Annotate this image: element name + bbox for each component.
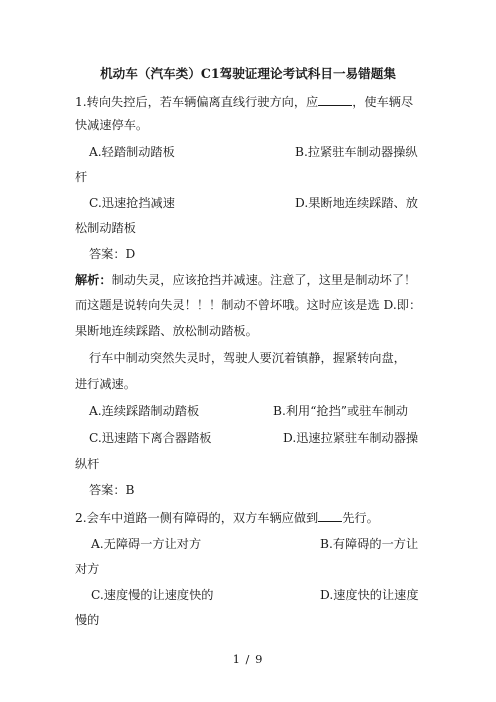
q1-option-a: A.轻踏制动踏板 xyxy=(89,145,175,159)
q1b-option-a: A.连续踩踏制动踏板 xyxy=(89,404,200,418)
q1-option-b-cont: 杆 xyxy=(75,170,88,184)
page-number: 1 / 9 xyxy=(232,652,264,666)
q2-option-c: C.速度慢的让速度快的 xyxy=(91,588,214,602)
q1-option-d-cont: 松制动踏板 xyxy=(75,221,136,235)
analysis-text: 制动失灵，应该抢挡并减速。注意了，这里是制动坏了！ xyxy=(111,273,417,287)
q1b-option-b: B.利用“抢挡”或驻车制动 xyxy=(273,404,408,418)
q2-option-d: D.速度快的让速度 xyxy=(320,588,419,602)
q1b-stem-line1: 行车中制动突然失灵时，驾驶人要沉着镇静，握紧转向盘， xyxy=(89,351,406,365)
question-2-stem xyxy=(75,510,379,526)
q1b-stem-line2: 进行减速。 xyxy=(75,377,136,391)
q1-analysis-line2: 而这题是说转向失灵！！！制动不曾坏哦。这时应该是选 D.即： xyxy=(75,298,422,312)
question-2-stem-before: 2.会车中道路一侧有障碍的，双方车辆应做到 xyxy=(75,511,319,525)
page-title: 机动车（汽车类）C1驾驶证理论考试科目一易错题集 xyxy=(100,66,396,81)
q2-option-b-cont: 对方 xyxy=(75,562,100,576)
question-1-stem-before: 1.转向失控后，若车辆偏离直线行驶方向，应 xyxy=(75,95,319,109)
q2-option-a: A.无障碍一方让对方 xyxy=(91,537,202,551)
question-1-stem-after: ，使车辆尽 xyxy=(352,95,414,109)
q1-analysis-line3: 果断地连续踩踏、放松制动踏板。 xyxy=(75,324,258,338)
q1-option-b: B.拉紧驻车制动器操纵 xyxy=(295,145,418,159)
q1-option-c: C.迅速抢挡减速 xyxy=(89,196,175,210)
q1-analysis-line1 xyxy=(75,273,416,288)
q1b-option-c: C.迅速踏下离合器踏板 xyxy=(89,431,212,445)
q2-option-b: B.有障碍的一方让 xyxy=(320,537,419,551)
q2-option-d-cont: 慢的 xyxy=(75,613,100,627)
answer-blank xyxy=(318,510,342,522)
analysis-label: 解析： xyxy=(75,273,112,287)
answer-blank xyxy=(318,94,352,106)
q1-answer: 答案：D xyxy=(89,247,136,261)
q1b-option-d: D.迅速拉紧驻车制动器操 xyxy=(283,431,419,445)
question-2-stem-after: 先行。 xyxy=(342,511,379,525)
question-1-stem-line2: 快减速停车。 xyxy=(75,118,149,132)
q1b-option-d-cont: 纵杆 xyxy=(75,457,100,471)
q1-option-d: D.果断地连续踩踏、放 xyxy=(295,196,418,210)
question-1-stem xyxy=(75,94,413,110)
q1b-answer: 答案：B xyxy=(89,483,135,497)
